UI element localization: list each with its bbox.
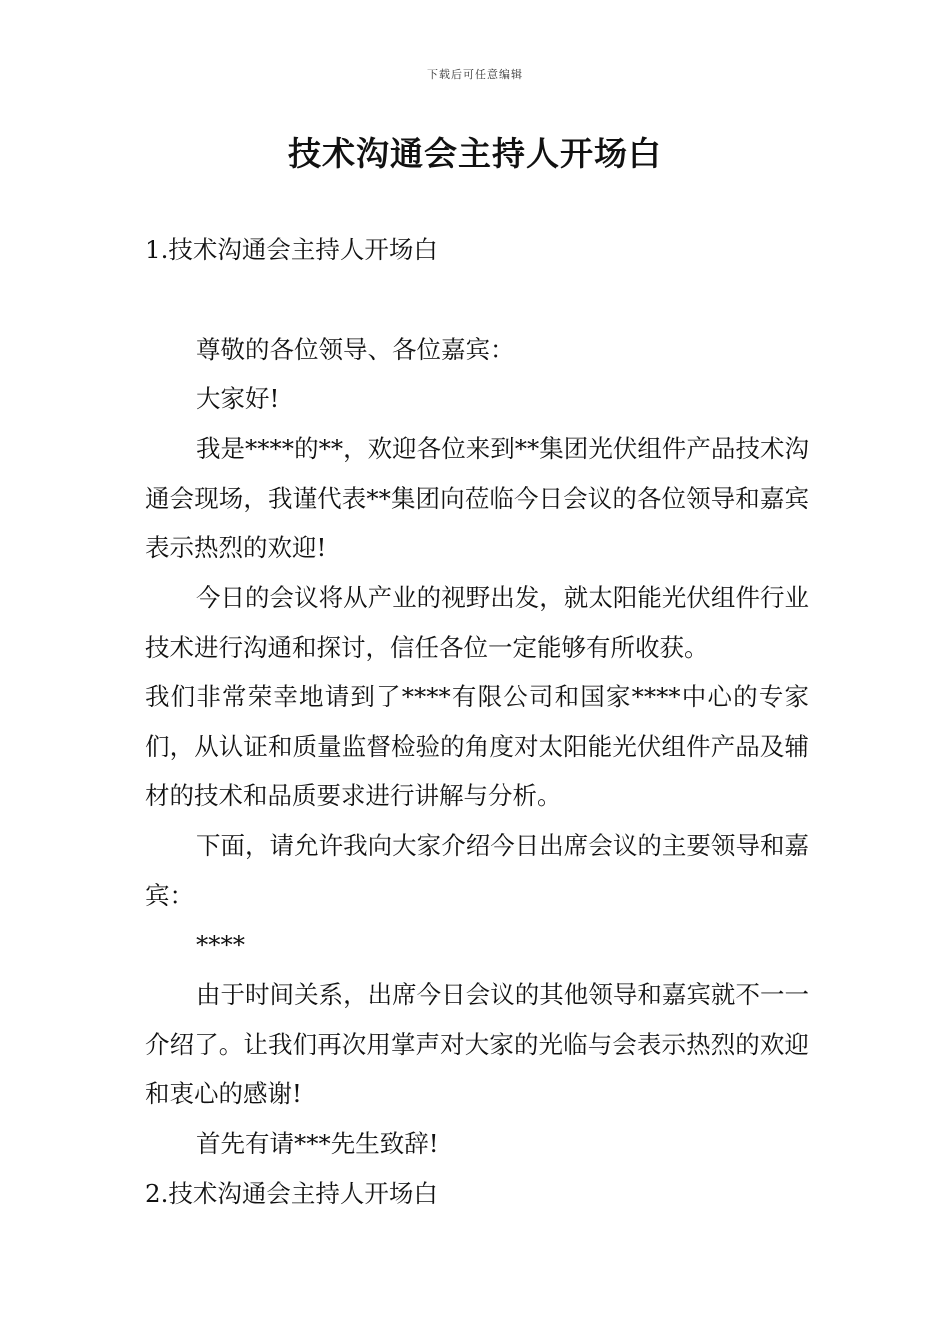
section-heading-1: 1.技术沟通会主持人开场白 xyxy=(145,235,438,264)
paragraph-thanks: 由于时间关系，出席今日会议的其他领导和嘉宾就不一一介绍了。让我们再次用掌声对大家的光临与会表示热烈的欢迎和衷心的感谢! xyxy=(145,980,809,1108)
section-heading-2: 2.技术沟通会主持人开场白 xyxy=(145,1179,438,1208)
header-note: 下载后可任意编辑 xyxy=(427,68,523,81)
paragraph-greeting: 大家好! xyxy=(196,384,280,413)
paragraph-experts: 我们非常荣幸地请到了****有限公司和国家****中心的专家们，从认证和质量监督检验的角度对太阳能光伏组件产品及辅材的技术和品质要求进行讲解与分析。 xyxy=(145,682,809,810)
paragraph-salutation: 尊敬的各位领导、各位嘉宾： xyxy=(196,335,515,364)
paragraph-introduce-guests: 下面，请允许我向大家介绍今日出席会议的主要领导和嘉宾： xyxy=(145,831,809,910)
paragraph-meeting-intro: 今日的会议将从产业的视野出发，就太阳能光伏组件行业技术进行沟通和探讨，信任各位一定能够有所收获。 xyxy=(145,583,809,662)
paragraph-welcome: 我是****的**，欢迎各位来到**集团光伏组件产品技术沟通会现场，我谨代表**集团向莅临今日会议的各位领导和嘉宾表示热烈的欢迎! xyxy=(145,434,809,562)
paragraph-guest-list: **** xyxy=(196,930,245,959)
paragraph-invite-speech: 首先有请***先生致辞! xyxy=(196,1129,439,1158)
document-title: 技术沟通会主持人开场白 xyxy=(288,134,662,173)
